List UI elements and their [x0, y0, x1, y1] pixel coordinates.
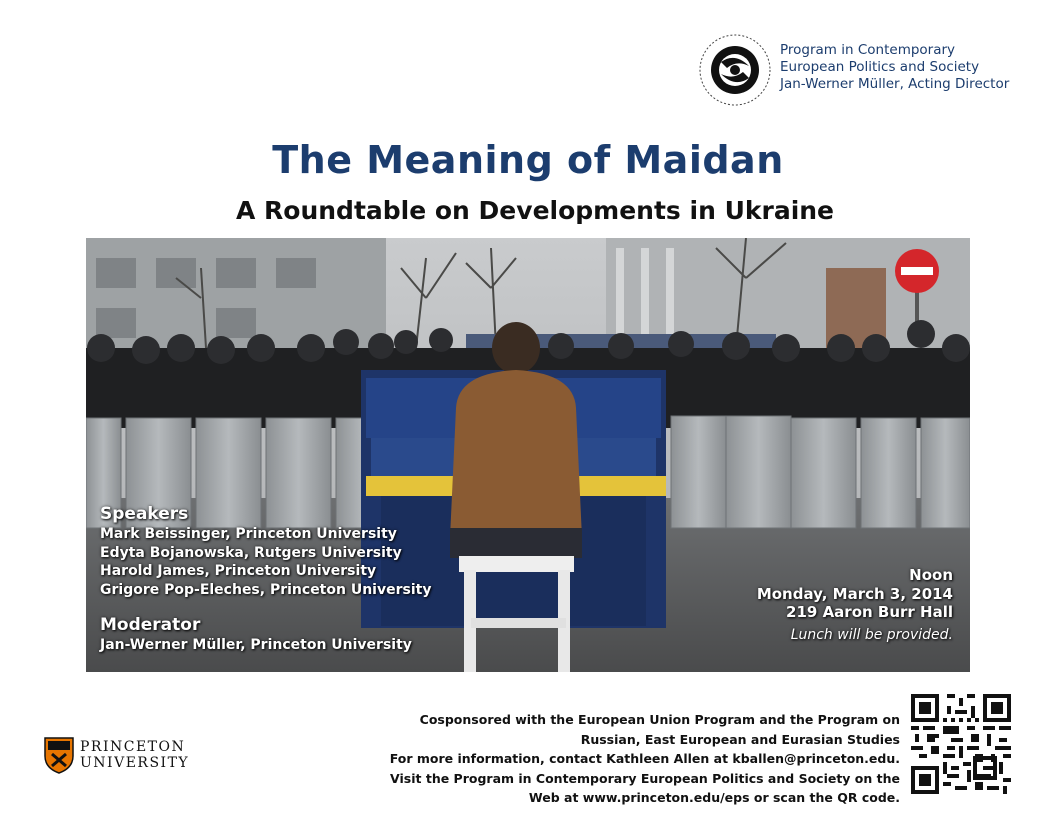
moderator-section: [100, 614, 412, 655]
princeton-line1: PRINCETON: [80, 739, 186, 755]
program-name-line1: Program in Contemporary: [780, 42, 956, 58]
speaker-item: Edyta Bojanowska, Rutgers University: [100, 544, 402, 561]
speaker-item: Mark Beissinger, Princeton University: [100, 526, 397, 542]
speaker-item: Harold James, Princeton University: [100, 563, 377, 579]
moderator-name: Jan-Werner Müller, Princeton University: [100, 637, 412, 653]
moderator-heading: Moderator: [100, 615, 201, 635]
event-location: 219 Aaron Burr Hall: [786, 603, 953, 621]
speakers-heading: Speakers: [100, 504, 189, 524]
footer-line: Cosponsored with the European Union Program and the Program on: [419, 712, 900, 727]
speaker-item: Grigore Pop-Eleches, Princeton University: [100, 581, 432, 598]
event-date: Monday, March 3, 2014: [756, 584, 953, 603]
event-time: Noon: [909, 566, 953, 584]
page-title: The Meaning of Maidan: [272, 138, 784, 182]
event-note: Lunch will be provided.: [790, 626, 953, 643]
program-info: [780, 42, 1009, 93]
page-subtitle: A Roundtable on Developments in Ukraine: [235, 196, 835, 225]
footer-line: Web at www.princeton.edu/eps or scan the QR code.: [528, 790, 900, 805]
speakers-section: [100, 503, 431, 599]
footer-line: For more information, contact Kathleen Allen at kballen@princeton.edu.: [389, 751, 900, 766]
footer-line: Russian, East European and Eurasian Studies: [580, 731, 900, 747]
qr-code-icon[interactable]: [911, 694, 1011, 794]
program-name-line2: European Politics and Society: [780, 59, 980, 75]
event-details: [757, 566, 953, 644]
footer-info: [390, 710, 900, 808]
princeton-line2: UNIVERSITY: [80, 755, 190, 771]
program-director: Jan-Werner Müller, Acting Director: [780, 76, 1010, 92]
footer-line: Visit the Program in Contemporary European Politics and Society on the: [390, 770, 900, 786]
program-seal-icon: [697, 32, 773, 108]
princeton-shield-icon: [44, 736, 74, 774]
princeton-wordmark: [80, 739, 189, 771]
